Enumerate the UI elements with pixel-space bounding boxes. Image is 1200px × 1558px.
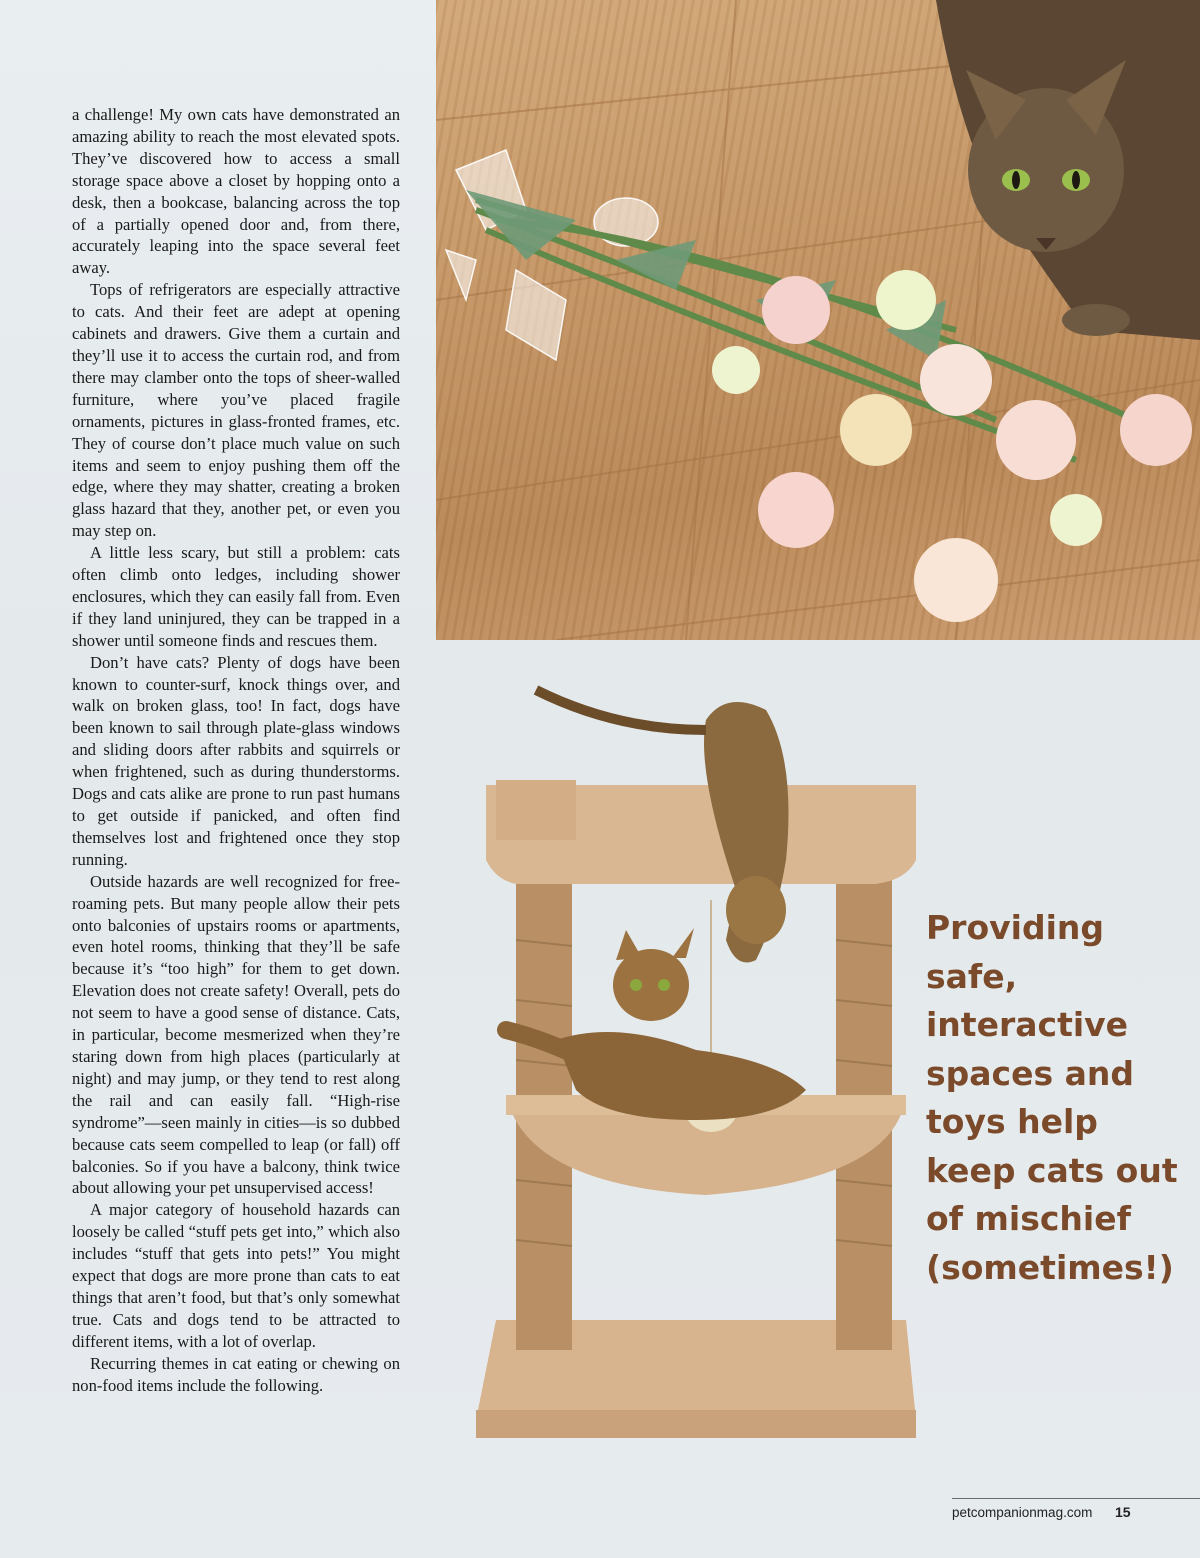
photo-cat-broken-vase xyxy=(436,0,1200,640)
caption-line: safe, xyxy=(926,956,1018,996)
article-paragraph: A major category of household hazards can loosely be called “stuff pets get into,” which also includes “stuff that gets into pets!” You might expect that dogs are more prone than cats to eat things that aren’t food, but that’s only somewhat true. Cats and dogs tend to be attracted to different items, with a lot of overlap. xyxy=(72,1200,400,1351)
article-paragraph: A little less scary, but still a problem: cats often climb onto ledges, including shower enclosures, which they can easily fall from. Even if they land uninjured, they can be trapped in a shower until someone finds and rescues them. xyxy=(72,543,400,650)
caption-line: of mischief xyxy=(926,1199,1131,1238)
page-footer xyxy=(952,1498,1200,1529)
footer-site-url[interactable]: petcompanionmag.com xyxy=(952,1505,1093,1520)
photo-illustration xyxy=(436,0,1200,640)
article-paragraph: a challenge! My own cats have demonstrated an amazing ability to reach the most elevated spots. They’ve discovered how to access a small storage space above a closet by hopping onto a desk, then a bookcase, balancing across the top of a partially opened door and, from there, accurately leaping into the space several feet away. xyxy=(72,105,400,278)
caption-line: (sometimes!) xyxy=(926,1247,1174,1287)
caption-line: interactive xyxy=(926,1005,1129,1044)
photo-caption xyxy=(926,904,1178,1292)
page-number: 15 xyxy=(1115,1504,1131,1520)
article-paragraph: Don’t have cats? Plenty of dogs have been known to counter-surf, knock things over, and walk on broken glass, too! In fact, dogs have been known to sail through plate-glass windows and sliding doors after rabbits and squirrels or when frightened, such as during thunderstorms. Dogs and cats alike are prone to run past humans to get outside if panicked, and often find themselves lost and frightened once they stop running. xyxy=(72,652,400,869)
caption-line: keep cats out xyxy=(926,1150,1178,1190)
caption-line: toys help xyxy=(926,1102,1098,1141)
article-paragraph: Recurring themes in cat eating or chewing on non-food items include the following. xyxy=(72,1353,400,1395)
caption-line: spaces and xyxy=(926,1053,1134,1093)
article-paragraph: Tops of refrigerators are especially attractive to cats. And their feet are adept at opening cabinets and drawers. Give them a curtain and they’ll use it to access the curtain rod, and from there may clamber onto the tops of sheer-walled furniture, where you’ve placed fragile ornaments, pictures in glass-fronted frames, etc. They of course don’t place much value on such items and seem to enjoy pushing them off the edge, where they may shatter, creating a broken glass hazard that they, another pet, or even you may step on. xyxy=(72,280,400,541)
caption-line: Providing xyxy=(926,908,1105,947)
article-paragraph: Outside hazards are well recognized for free-roaming pets. But many people allow their pets onto balconies of upstairs rooms or apartments, even hotel rooms, thinking that they’ll be safe because it’s “too high” for them to get down. Elevation does not create safety! Overall, pets do not seem to have a good sense of distance. Cats, in particular, become mesmerized when they’re staring down from high places (particularly at night) and may jump, or they tend to rest along the rail and can easily fall. “High-rise syndrome”—seen mainly in cities—is so dubbed because cats seem compelled to leap (or fall) off balconies. So if you have a balcony, think twice about allowing your pet unsupervised access! xyxy=(72,871,400,1198)
article-column xyxy=(72,104,400,1396)
